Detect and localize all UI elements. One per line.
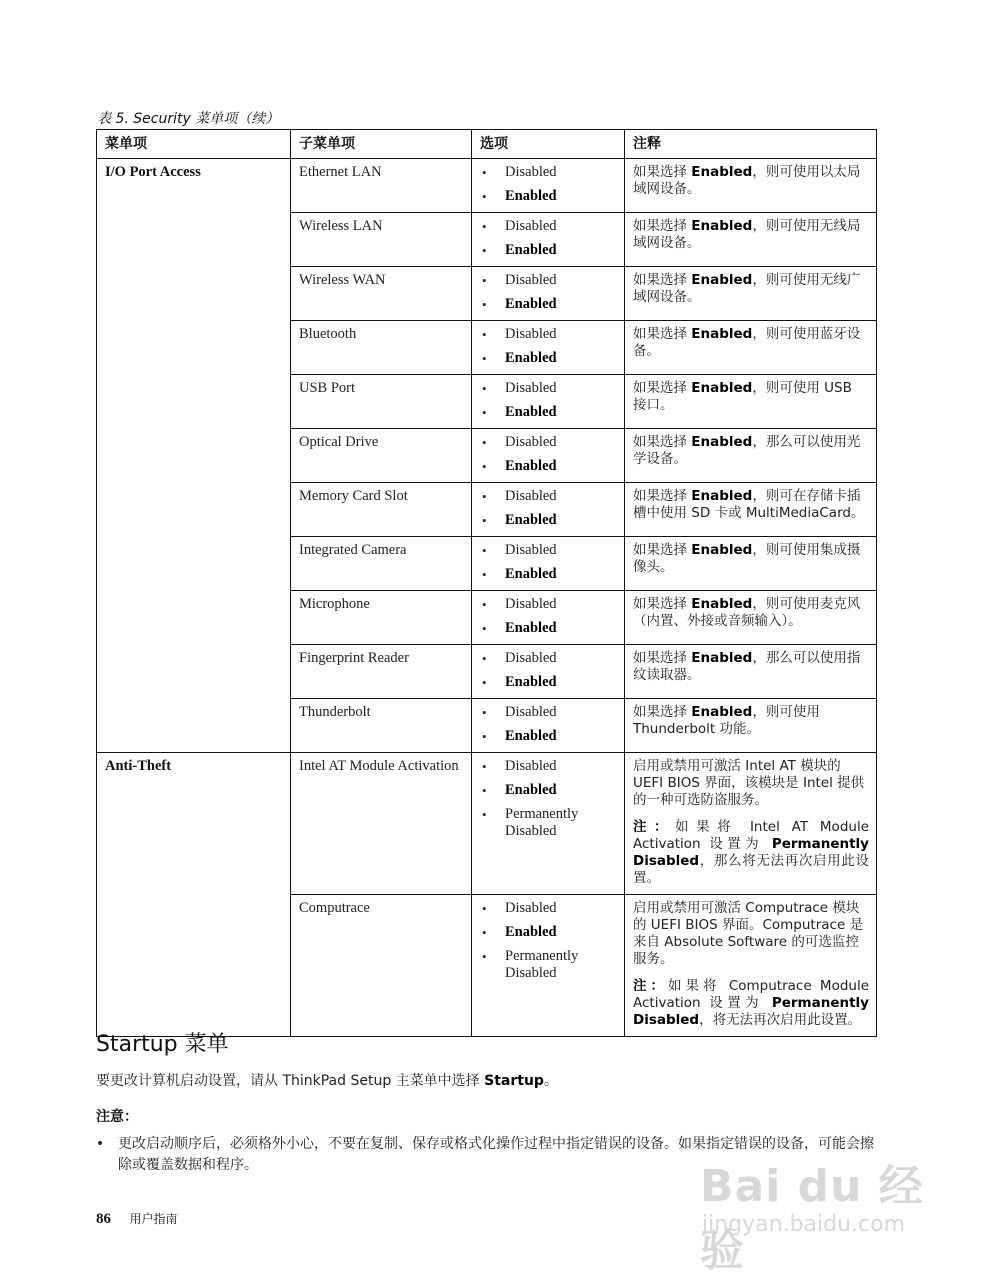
note-text: Enabled [691,434,753,450]
note-text: 如果选择 [633,434,692,450]
table-row [97,753,877,895]
note-text: ，则可使用无线广域网设备。 [633,272,861,305]
options-list [480,272,617,313]
note-label: 注： [633,978,669,994]
note-text: Enabled [691,164,753,180]
watermark-logo: Bai du 经验 [700,1161,924,1276]
options-list [480,650,617,691]
option-item [480,948,617,982]
options-cell [472,429,625,483]
submenu-item-cell: Fingerprint Reader [291,645,472,699]
page-number: 86 [96,1211,111,1227]
table-row [97,159,877,213]
bullet-icon: • [482,165,487,180]
note-text: 如果选择 [633,704,692,720]
page-footer [96,1210,177,1228]
note-text: 启用或禁用可激活 Intel AT 模块的 UEFI BIOS 界面，该模块是 Intel 提供的一种可选防盗服务。 [633,758,865,808]
options-list [480,380,617,421]
option-item [480,164,617,181]
submenu-item-cell: USB Port [291,375,472,429]
bullet-icon: • [482,405,487,420]
bullet-icon: • [482,513,487,528]
options-cell [472,375,625,429]
note-cell [625,895,877,1037]
bullet-icon: • [482,381,487,396]
bullet-icon: • [482,621,487,636]
option-label: Enabled [505,458,557,474]
note-warning-text: 如果将 Computrace Module Activation 设置为 [633,978,870,1011]
option-label: Disabled [505,272,557,288]
note-warning [633,978,869,1029]
note-text: 如果选择 [633,326,692,342]
bullet-icon: • [482,807,487,822]
note-warning-text: Permanently Disabled [633,836,869,869]
options-list [480,900,617,982]
bullet-icon: • [482,901,487,916]
note-text: ，则可在存储卡插槽中使用 SD 卡或 MultiMediaCard。 [633,488,865,521]
note-cell [625,537,877,591]
options-cell [472,537,625,591]
note-cell [625,159,877,213]
option-item [480,272,617,289]
note-text: Enabled [691,488,753,504]
note-text: Enabled [691,326,753,342]
intro-text: 要更改计算机启动设置，请从 ThinkPad Setup 主菜单中选择 [96,1073,485,1089]
options-cell [472,483,625,537]
attention-label: 注意： [96,1109,138,1125]
options-list [480,434,617,475]
option-label: Enabled [505,350,557,366]
note-text: 如果选择 [633,380,692,396]
option-label: Disabled [505,218,557,234]
options-list [480,758,617,840]
options-list [480,218,617,259]
bullet-icon: • [482,783,487,798]
note-cell [625,645,877,699]
note-text: ，则可使用 USB 接口。 [633,380,852,413]
submenu-item-cell: Integrated Camera [291,537,472,591]
col-header-notes: 注释 [625,130,877,159]
options-cell [472,699,625,753]
option-item [480,542,617,559]
note-text: Enabled [691,272,753,288]
option-item [480,924,617,941]
option-label: Enabled [505,512,557,528]
option-label: Enabled [505,566,557,582]
option-item [480,596,617,613]
option-label: Enabled [505,620,557,636]
note-text: Enabled [691,704,753,720]
options-list [480,704,617,745]
option-label: Disabled [505,650,557,666]
options-cell [472,321,625,375]
bullet-icon: • [482,675,487,690]
bullet-icon: • [482,925,487,940]
note-text: Enabled [691,542,753,558]
submenu-item-cell: Thunderbolt [291,699,472,753]
bullet-icon: • [482,189,487,204]
option-item [480,326,617,343]
options-cell [472,213,625,267]
note-cell [625,591,877,645]
menu-item-cell: I/O Port Access [97,159,291,753]
option-label: Disabled [505,758,557,774]
note-warning-text: ，那么将无法再次启用此设置。 [633,853,869,886]
options-cell [472,753,625,895]
note-text: ，那么可以使用光学设备。 [633,434,861,467]
bullet-icon: • [482,567,487,582]
option-item [480,704,617,721]
intro-bold-text: Startup [484,1073,544,1089]
bullet-icon: • [482,351,487,366]
note-cell [625,321,877,375]
bullet-text: 更改启动顺序后，必须格外小心，不要在复制、保存或格式化操作过程中指定错误的设备。如果指定错误的设备，可能会擦除或覆盖数据和程序。 [118,1136,874,1173]
baidu-watermark [700,1150,940,1276]
note-text: Enabled [691,380,753,396]
intro-text-end: 。 [543,1073,558,1089]
option-item [480,380,617,397]
option-item [480,296,617,313]
submenu-item-cell: Intel AT Module Activation [291,753,472,895]
note-cell [625,213,877,267]
submenu-item-cell: Optical Drive [291,429,472,483]
note-text: 如果选择 [633,596,692,612]
option-label: Disabled [505,488,557,504]
note-cell [625,483,877,537]
option-label: Enabled [505,242,557,258]
bullet-icon: • [96,1136,105,1152]
note-warning-text: 如果将 Intel AT Module Activation 设置为 [633,819,869,852]
bullet-icon: • [482,243,487,258]
option-item [480,188,617,205]
bullet-icon: • [482,651,487,666]
option-item [480,512,617,529]
bullet-icon: • [482,597,487,612]
note-warning-text: Permanently Disabled [633,995,869,1028]
option-item [480,674,617,691]
options-cell [472,159,625,213]
submenu-item-cell: Wireless LAN [291,213,472,267]
table-header-row [97,130,877,159]
option-label: Disabled [505,596,557,612]
col-header-options: 选项 [472,130,625,159]
option-item [480,434,617,451]
bullet-icon: • [482,543,487,558]
watermark-url: jingyan.baidu.com [702,1212,906,1237]
option-label: Enabled [505,782,557,798]
note-text: ，那么可以使用指纹读取器。 [633,650,861,683]
note-cell [625,753,877,895]
option-item [480,650,617,667]
option-label: Disabled [505,704,557,720]
note-text: Enabled [691,596,753,612]
option-item [480,566,617,583]
bullet-icon: • [482,489,487,504]
bullet-icon: • [482,759,487,774]
options-list [480,542,617,583]
options-list [480,488,617,529]
bullet-icon: • [482,327,487,342]
option-label: Disabled [505,326,557,342]
note-cell [625,429,877,483]
bullet-icon: • [482,949,487,964]
note-text: 如果选择 [633,488,692,504]
col-header-submenu: 子菜单项 [291,130,472,159]
menu-item-cell: Anti-Theft [97,753,291,1037]
col-header-menu: 菜单项 [97,130,291,159]
note-text: 如果选择 [633,218,692,234]
note-warning [633,819,869,887]
option-item [480,758,617,775]
note-text: Enabled [691,218,753,234]
options-list [480,326,617,367]
note-warning-text: ，将无法再次启用此设置。 [699,1012,862,1028]
note-text: 如果选择 [633,164,692,180]
option-label: Disabled [505,900,557,916]
note-label: 注： [633,819,676,835]
document-title: 用户指南 [129,1212,178,1226]
bullet-icon: • [482,273,487,288]
bullet-icon: • [482,729,487,744]
note-text: 如果选择 [633,272,692,288]
option-label: Enabled [505,674,557,690]
bullet-icon: • [482,705,487,720]
option-label: Disabled [505,380,557,396]
note-text: 如果选择 [633,650,692,666]
submenu-item-cell: Computrace [291,895,472,1037]
option-label: Permanently Disabled [505,806,579,839]
option-label: Disabled [505,542,557,558]
submenu-item-cell: Memory Card Slot [291,483,472,537]
option-label: Enabled [505,296,557,312]
options-cell [472,895,625,1037]
submenu-item-cell: Bluetooth [291,321,472,375]
note-text: ，则可使用以太局域网设备。 [633,164,861,197]
option-label: Enabled [505,188,557,204]
option-label: Enabled [505,924,557,940]
option-label: Disabled [505,164,557,180]
note-text: ，则可使用麦克风（内置、外接或音频输入）。 [633,596,861,629]
note-text: 如果选择 [633,542,692,558]
option-item [480,350,617,367]
option-label: Enabled [505,404,557,420]
note-cell [625,699,877,753]
bullet-icon: • [482,459,487,474]
note-text: ，则可使用蓝牙设备。 [633,326,861,359]
security-menu-table [96,129,877,1037]
bullet-icon: • [482,435,487,450]
option-item [480,404,617,421]
option-label: Permanently Disabled [505,948,579,981]
option-label: Disabled [505,434,557,450]
option-item [480,728,617,745]
option-item [480,806,617,840]
section-intro [96,1070,886,1090]
note-text: ，则可使用 Thunderbolt 功能。 [633,704,820,737]
option-item [480,242,617,259]
submenu-item-cell: Microphone [291,591,472,645]
option-item [480,620,617,637]
bullet-icon: • [482,297,487,312]
options-cell [472,267,625,321]
option-item [480,218,617,235]
option-item [480,900,617,917]
option-label: Enabled [505,728,557,744]
note-text: 启用或禁用可激活 Computrace 模块的 UEFI BIOS 界面。Computrace 是来自 Absolute Software 的可选监控服务。 [633,900,864,967]
note-cell [625,267,877,321]
option-item [480,782,617,799]
options-cell [472,645,625,699]
option-item [480,488,617,505]
note-text: ，则可使用无线局域网设备。 [633,218,861,251]
note-text: Enabled [691,650,753,666]
options-list [480,164,617,205]
options-list [480,596,617,637]
note-text: ，则可使用集成摄像头。 [633,542,861,575]
submenu-item-cell: Wireless WAN [291,267,472,321]
note-cell [625,375,877,429]
section-title: Startup 菜单 [96,1032,229,1057]
submenu-item-cell: Ethernet LAN [291,159,472,213]
table-caption: 表 5. Security 菜单项（续） [97,111,280,127]
options-cell [472,591,625,645]
table-body [97,159,877,1037]
bullet-icon: • [482,219,487,234]
option-item [480,458,617,475]
